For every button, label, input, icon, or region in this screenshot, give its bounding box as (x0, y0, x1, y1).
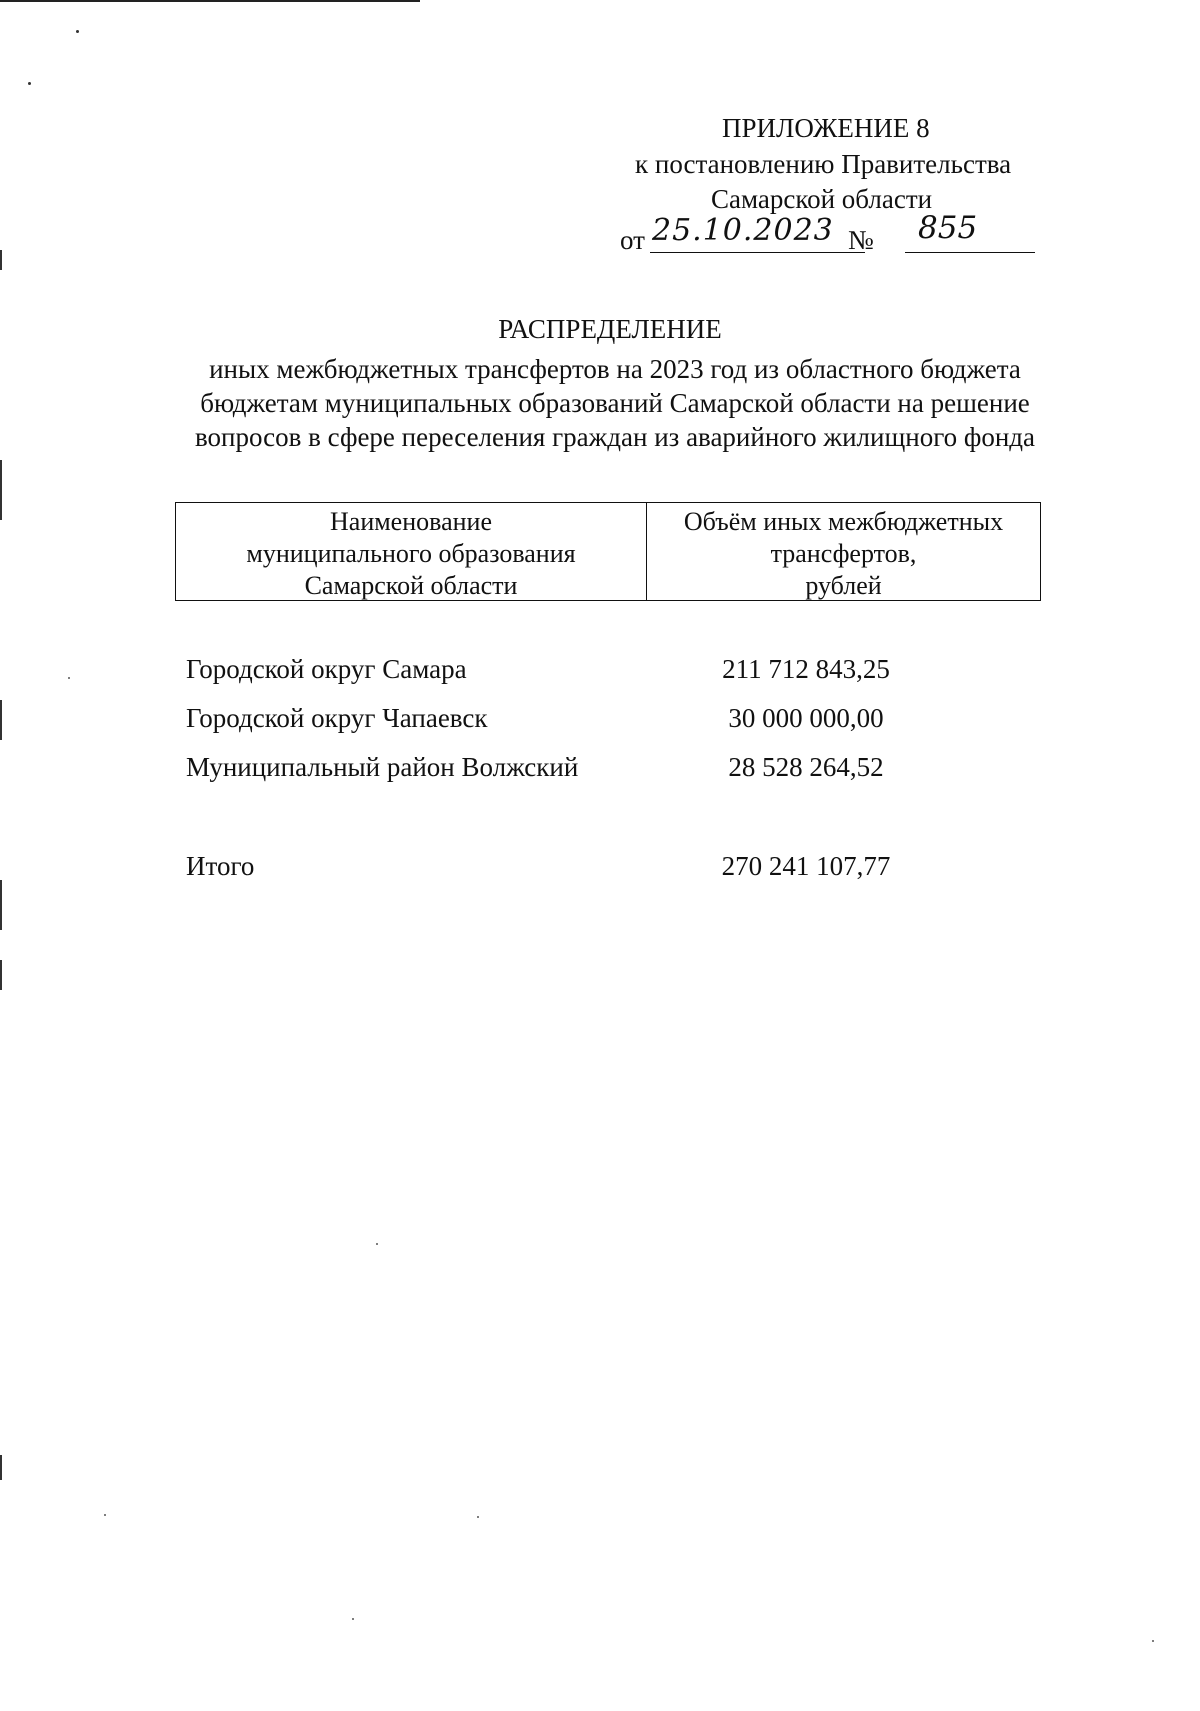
header-text: Наименование (330, 507, 492, 536)
scan-left-edge (0, 250, 2, 270)
header-text: Самарской области (304, 571, 518, 600)
date-underline (650, 252, 865, 253)
scan-speck (1152, 1640, 1154, 1642)
number-underline (905, 252, 1035, 253)
scan-speck (352, 1618, 354, 1620)
total-amount: 270 241 107,77 (721, 851, 891, 881)
table-header (175, 502, 1041, 601)
appendix-label: ПРИЛОЖЕНИЕ 8 (722, 113, 930, 143)
transfer-amount: 28 528 264,52 (728, 752, 884, 782)
header-amount-column (647, 503, 1040, 600)
header-text: трансфертов, (770, 539, 917, 568)
scan-speck (104, 1514, 106, 1516)
scan-speck (28, 82, 31, 85)
document-subtitle (150, 352, 1080, 454)
region-line: Самарской области (711, 184, 933, 214)
header-text: рублей (805, 571, 882, 600)
municipality-name: Муниципальный район Волжский (186, 752, 579, 782)
scan-speck (68, 677, 70, 679)
document-title: РАСПРЕДЕЛЕНИЕ (498, 314, 722, 344)
handwritten-date: 25.10.2023 (652, 213, 834, 248)
subtitle-line: бюджетам муниципальных образований Самарской области на решение (200, 388, 1030, 418)
municipality-name: Городской округ Чапаевск (186, 703, 488, 733)
header-text: муниципального образования (246, 539, 576, 568)
subtitle-line: иных межбюджетных трансфертов на 2023 год из областного бюджета (209, 354, 1021, 384)
transfer-amount: 211 712 843,25 (722, 654, 890, 684)
handwritten-number: 855 (918, 210, 978, 246)
number-prefix: № (848, 225, 874, 255)
header-name-column (176, 503, 647, 600)
scan-left-edge (0, 1455, 2, 1480)
scan-left-edge (0, 460, 2, 520)
transfer-amount: 30 000 000,00 (728, 703, 884, 733)
scan-speck (76, 30, 79, 33)
total-label: Итого (186, 851, 255, 881)
scan-edge-line (0, 0, 420, 2)
scan-left-edge (0, 700, 2, 740)
header-text: Объём иных межбюджетных (683, 507, 1004, 536)
subtitle-line: вопросов в сфере переселения граждан из аварийного жилищного фонда (194, 422, 1036, 452)
date-number-line (620, 210, 1040, 258)
scan-speck (376, 1243, 378, 1245)
scan-speck (477, 1516, 479, 1518)
scan-left-edge (0, 880, 2, 930)
resolution-line: к постановлению Правительства (635, 149, 1012, 179)
municipality-name: Городской округ Самара (186, 654, 467, 684)
date-prefix: от (620, 225, 645, 255)
scan-left-edge (0, 960, 2, 990)
